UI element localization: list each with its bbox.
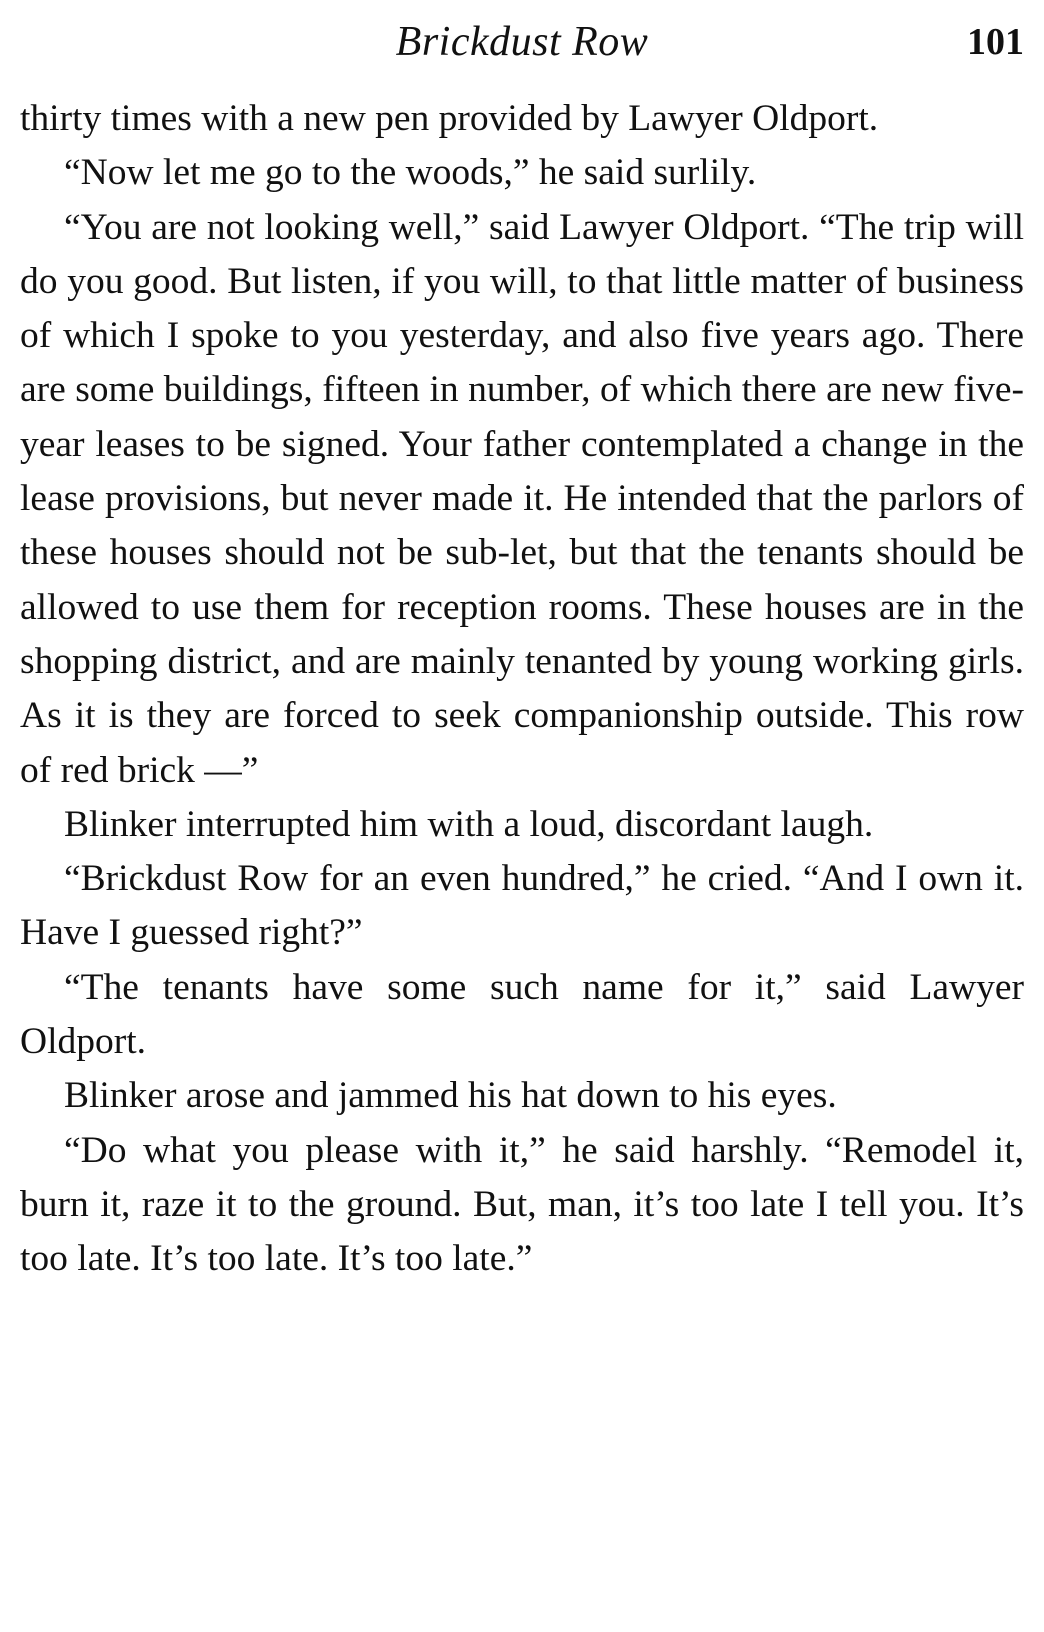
paragraph: thirty times with a new pen provided by Lawyer Oldport. [20,98,879,139]
running-head-title: Brickdust Row [395,19,649,65]
paragraph: Blinker interrupted him with a loud, discordant laugh. [64,803,874,845]
paragraph: “Do what you please with it,” he said harshly. “Remodel it, burn it, raze it to the ground. But, man, it’s too late I tell you. It’s too late. It’s too late. It’s too late.” [20,1129,1024,1280]
paragraph: “The tenants have some such name for it,” said Lawyer Oldport. [20,966,1024,1063]
paragraph: Blinker arose and jammed his hat down to his eyes. [64,1075,837,1117]
body-text [20,92,1024,1287]
paragraph: “Now let me go to the woods,” he said surlily. [64,152,757,194]
running-head [20,12,1024,72]
page-number: 101 [967,21,1024,63]
paragraph: “You are not looking well,” said Lawyer Oldport. “The trip will do you good. But listen, if you will, to that little matter of business of which I spoke to you yesterday, and also five years ago. There are some buildings, fifteen in number, of which there are new five-year leases to be signed. Your father contemplated a change in the lease provisions, but never made it. He intended that the parlors of these houses should not be sub-let, but that the tenants should be allowed to use them for reception rooms. These houses are in the shopping district, and are mainly tenanted by young working girls. As it is they are forced to seek companionship outside. This row of red brick —” [20,206,1024,791]
paragraph: “Brickdust Row for an even hundred,” he cried. “And I own it. Have I guessed right?” [20,858,1024,954]
